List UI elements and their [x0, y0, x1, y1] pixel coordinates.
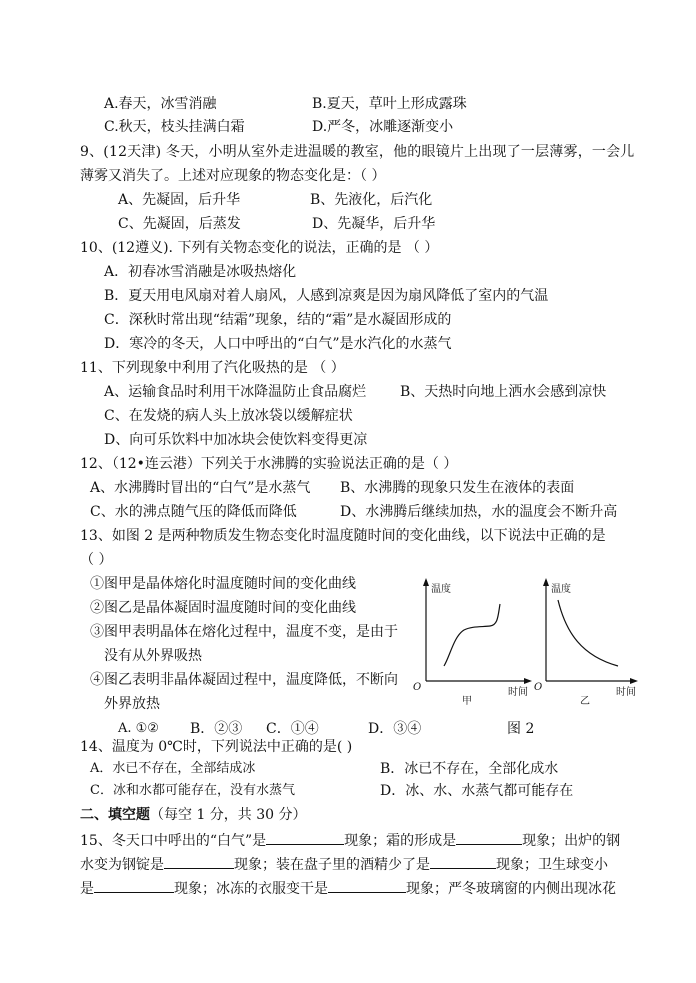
q15-text-9: 现象；严冬玻璃窗的内侧出现冰花 — [406, 881, 616, 897]
q9-option-a: A、先凝固，后升华 — [118, 192, 241, 208]
q9-option-d: D、先凝华，后升华 — [312, 216, 436, 232]
section-2-heading — [80, 806, 307, 824]
q13-option-a: A. ①② — [118, 721, 159, 736]
graph-jia-y-arrow — [423, 578, 429, 586]
graph-jia-xlabel: 时间 — [508, 687, 528, 698]
graph-yi-caption: 乙 — [580, 696, 590, 707]
q13-stem-line1: 13、如图 2 是两种物质发生物态变化时温度随时间的变化曲线，以下说法中正确的是 — [80, 528, 606, 544]
q13-statement-4a: ④图乙表明非晶体凝固过程中，温度降低，不断向 — [90, 672, 398, 688]
q8-option-c: C.秋天，枝头挂满白霜 — [104, 119, 245, 135]
q15-blank-1[interactable] — [266, 830, 344, 845]
q15-line-2 — [80, 854, 608, 874]
q15-line-1 — [80, 830, 620, 850]
graph-yi-x-arrow — [630, 678, 638, 684]
graph-yi-curve — [558, 600, 618, 666]
q14-option-b: B．冰已不存在，全部化成水 — [380, 761, 559, 777]
q9-option-c: C、先凝固，后蒸发 — [118, 216, 241, 232]
q12-stem: 12、（12•连云港）下列关于水沸腾的实验说法正确的是（ ） — [80, 456, 458, 472]
q11-option-a: A、运输食品时利用干冰降温防止食品腐烂 — [104, 384, 367, 400]
q14-option-a: A．水已不存在，全部结成冰 — [90, 761, 256, 776]
q15-text-3: 现象；出炉的钢 — [522, 833, 621, 849]
graph-jia-caption: 甲 — [462, 696, 472, 707]
q13-statement-3b: 没有从外界吸热 — [104, 648, 202, 664]
q15-blank-2[interactable] — [456, 830, 522, 845]
q10-option-c: C．深秋时常出现“结霜”现象，结的“霜”是水凝固形成的 — [104, 312, 452, 328]
figure-2-label: 图 2 — [507, 721, 535, 737]
graph-yi — [534, 578, 644, 708]
q13-statement-4b: 外界放热 — [104, 696, 160, 712]
graph-jia-ylabel: 温度 — [431, 584, 451, 595]
q15-text-7: 是 — [80, 881, 94, 897]
q15-text-2: 现象；霜的形成是 — [344, 833, 457, 849]
q15-text-1: 15、冬天口中呼出的“白气”是 — [80, 833, 267, 849]
q13-option-c: C．①④ — [266, 721, 319, 737]
q15-blank-6[interactable] — [328, 878, 406, 893]
q14-option-d: D．冰、水、水蒸气都可能存在 — [380, 783, 574, 799]
graph-yi-origin: O — [534, 682, 543, 693]
q15-blank-4[interactable] — [430, 854, 496, 869]
q15-line-3 — [80, 878, 616, 898]
graph-jia-origin: O — [413, 682, 422, 693]
q15-text-8: 现象；冰冻的衣服变干是 — [174, 881, 328, 897]
section-2-title: 二、填空题 — [80, 807, 150, 823]
q9-option-b: B、先液化，后汽化 — [310, 192, 433, 208]
q15-blank-3[interactable] — [164, 854, 234, 869]
q11-option-b: B、天热时向地上洒水会感到凉快 — [400, 384, 607, 400]
q11-stem: 11、下列现象中利用了汽化吸热的是 （ ） — [80, 360, 345, 376]
graph-jia-x-arrow — [524, 678, 532, 684]
q10-option-a: A．初春冰雪消融是冰吸热熔化 — [104, 264, 297, 280]
graph-jia — [412, 578, 543, 708]
q10-option-b: B．夏天用电风扇对着人扇风，人感到凉爽是因为扇风降低了室内的气温 — [104, 288, 549, 304]
q13-option-d: D．③④ — [368, 721, 422, 737]
q12-option-c: C、水的沸点随气压的降低而降低 — [90, 504, 297, 520]
q11-option-c: C、在发烧的病人头上放冰袋以缓解症状 — [104, 408, 353, 424]
graph-yi-ylabel: 温度 — [551, 584, 571, 595]
q8-option-b: B.夏天，草叶上形成露珠 — [312, 96, 467, 112]
q15-text-6: 现象；卫生球变小 — [496, 857, 608, 873]
q9-stem-line1: 9、(12天津) 冬天，小明从室外走进温暖的教室，他的眼镜片上出现了一层薄雾，一会儿 — [80, 144, 635, 160]
q13-stem-line2: （ ） — [80, 552, 113, 568]
q9-stem-line2: 薄雾又消失了。上述对应现象的物态变化是：（ ） — [80, 168, 386, 184]
q13-statement-2: ②图乙是晶体凝固时温度随时间的变化曲线 — [90, 600, 356, 616]
q13-option-b: B．②③ — [190, 721, 243, 737]
q8-option-a: A.春天，冰雪消融 — [104, 96, 217, 112]
q10-option-d: D．寒冷的冬天，人口中呼出的“白气”是水汽化的水蒸气 — [104, 336, 452, 352]
q15-text-5: 现象；装在盘子里的酒精少了是 — [234, 857, 430, 873]
graph-jia-curve — [444, 604, 500, 666]
q14-stem: 14、温度为 0℃时，下列说法中正确的是( ) — [80, 739, 353, 755]
q15-text-4: 水变为钢锭是 — [80, 857, 164, 873]
q8-option-d: D.严冬，冰雕逐渐变小 — [312, 119, 454, 135]
q13-statement-1: ①图甲是晶体熔化时温度随时间的变化曲线 — [90, 576, 356, 592]
q11-option-d: D、向可乐饮料中加冰块会使饮料变得更凉 — [104, 432, 368, 448]
q15-blank-5[interactable] — [94, 878, 174, 893]
q12-option-a: A、水沸腾时冒出的“白气”是水蒸气 — [90, 480, 311, 496]
q12-option-b: B、水沸腾的现象只发生在液体的表面 — [340, 480, 575, 496]
q10-stem: 10、(12遵义). 下列有关物态变化的说法，正确的是 （ ） — [80, 240, 439, 256]
q12-option-d: D、水沸腾后继续加热，水的温度会不断升高 — [340, 504, 618, 520]
section-2-note: （每空 1 分，共 30 分） — [150, 807, 307, 823]
graph-yi-xlabel: 时间 — [616, 687, 636, 698]
q13-statement-3a: ③图甲表明晶体在熔化过程中，温度不变，是由于 — [90, 624, 398, 640]
graph-yi-y-arrow — [543, 578, 549, 586]
q14-option-c: C．冰和水都可能存在，没有水蒸气 — [90, 783, 295, 798]
